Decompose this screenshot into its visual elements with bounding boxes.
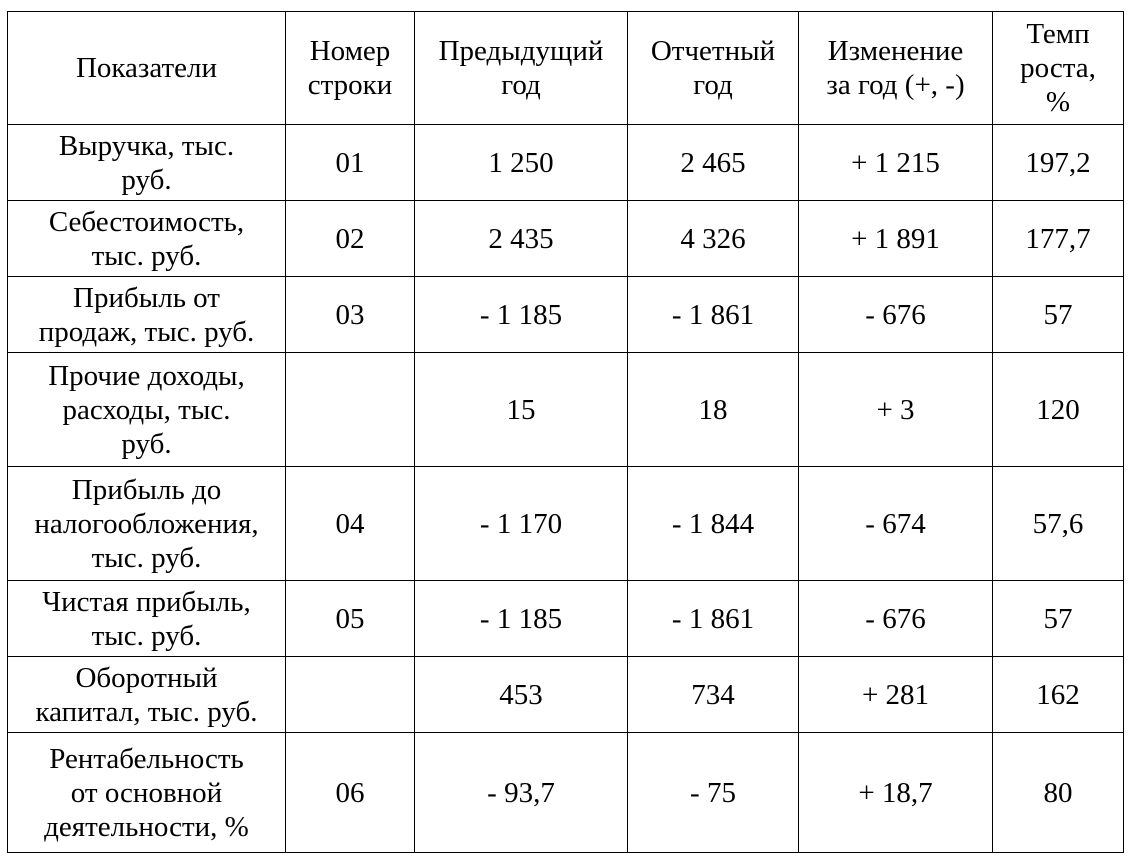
table-row — [8, 467, 1124, 581]
previous-year-cell: 1 250 — [415, 125, 628, 201]
growth-rate-cell: 57,6 — [993, 467, 1124, 581]
table-row — [8, 733, 1124, 853]
change-cell: - 674 — [799, 467, 993, 581]
previous-year-cell: 453 — [415, 657, 628, 733]
line-number-cell: 01 — [286, 125, 415, 201]
indicator-cell: Прочие доходы, расходы, тыс. руб. — [8, 353, 286, 467]
reporting-year-cell: - 1 861 — [628, 277, 799, 353]
growth-rate-cell: 177,7 — [993, 201, 1124, 277]
indicator-cell: Прибыль до налогообложения, тыс. руб. — [8, 467, 286, 581]
growth-rate-cell: 120 — [993, 353, 1124, 467]
header-row — [8, 12, 1124, 125]
financial-indicators-table — [7, 11, 1124, 853]
growth-rate-cell: 57 — [993, 581, 1124, 657]
reporting-year-cell: 4 326 — [628, 201, 799, 277]
reporting-year-cell: - 1 861 — [628, 581, 799, 657]
header-growth-rate: Темп роста, % — [993, 12, 1124, 125]
indicator-cell: Выручка, тыс. руб. — [8, 125, 286, 201]
growth-rate-cell: 57 — [993, 277, 1124, 353]
table-row — [8, 657, 1124, 733]
line-number-cell: 04 — [286, 467, 415, 581]
line-number-cell — [286, 657, 415, 733]
indicator-cell: Оборотный капитал, тыс. руб. — [8, 657, 286, 733]
growth-rate-cell: 162 — [993, 657, 1124, 733]
change-cell: + 3 — [799, 353, 993, 467]
indicator-cell: Прибыль от продаж, тыс. руб. — [8, 277, 286, 353]
change-cell: + 1 215 — [799, 125, 993, 201]
previous-year-cell: 2 435 — [415, 201, 628, 277]
change-cell: + 281 — [799, 657, 993, 733]
change-cell: + 1 891 — [799, 201, 993, 277]
indicator-cell: Рентабельность от основной деятельности, % — [8, 733, 286, 853]
header-change: Изменение за год (+, -) — [799, 12, 993, 125]
growth-rate-cell: 80 — [993, 733, 1124, 853]
change-cell: - 676 — [799, 277, 993, 353]
change-cell: + 18,7 — [799, 733, 993, 853]
previous-year-cell: 15 — [415, 353, 628, 467]
table-row — [8, 125, 1124, 201]
indicator-cell: Чистая прибыль, тыс. руб. — [8, 581, 286, 657]
change-cell: - 676 — [799, 581, 993, 657]
growth-rate-cell: 197,2 — [993, 125, 1124, 201]
table-row — [8, 201, 1124, 277]
header-indicators: Показатели — [8, 12, 286, 125]
previous-year-cell: - 93,7 — [415, 733, 628, 853]
table-row — [8, 353, 1124, 467]
reporting-year-cell: 734 — [628, 657, 799, 733]
reporting-year-cell: 18 — [628, 353, 799, 467]
line-number-cell: 06 — [286, 733, 415, 853]
line-number-cell: 05 — [286, 581, 415, 657]
line-number-cell: 02 — [286, 201, 415, 277]
reporting-year-cell: - 75 — [628, 733, 799, 853]
line-number-cell: 03 — [286, 277, 415, 353]
reporting-year-cell: - 1 844 — [628, 467, 799, 581]
table-row — [8, 277, 1124, 353]
header-line-number: Номер строки — [286, 12, 415, 125]
line-number-cell — [286, 353, 415, 467]
header-previous-year: Предыдущий год — [415, 12, 628, 125]
previous-year-cell: - 1 185 — [415, 277, 628, 353]
header-reporting-year: Отчетный год — [628, 12, 799, 125]
reporting-year-cell: 2 465 — [628, 125, 799, 201]
previous-year-cell: - 1 170 — [415, 467, 628, 581]
previous-year-cell: - 1 185 — [415, 581, 628, 657]
indicator-cell: Себестоимость, тыс. руб. — [8, 201, 286, 277]
table-row — [8, 581, 1124, 657]
